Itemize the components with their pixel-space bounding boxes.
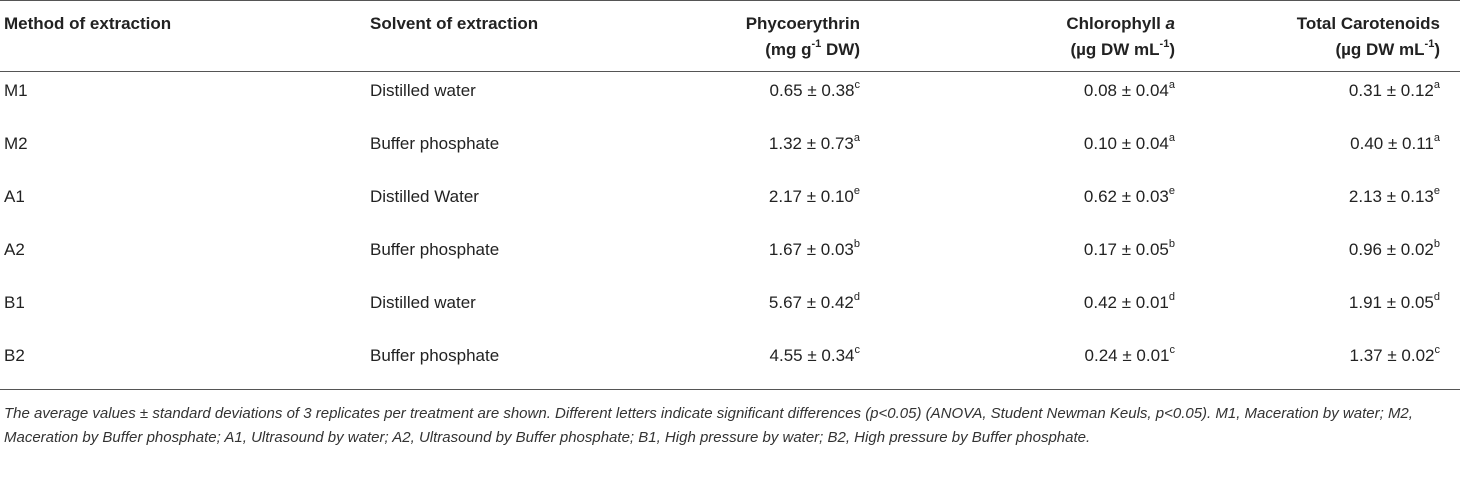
cell-solvent [366,231,574,284]
value-text: 4.55 ± 0.34 [769,345,855,365]
cell-chlorophyll [886,125,1201,178]
significance-letter: d [1168,290,1175,303]
value-text: 0.10 ± 0.04 [1083,133,1169,153]
solvent-text: Distilled Water [370,186,479,206]
table-footnote: The average values ± standard deviations of 3 replicates per treatment are shown. Different letters indicate significant differences (p<0.05) (ANOVA, Student Newman Keuls, p<0.05). M1, Maceration by water; M2, Maceration by Buffer phosphate; A1, Ultrasound by water; A2, Ultrasound by Buffer phosphate; B1, High pressure by water; B2, High pressure by Buffer phosphate. [4,405,1413,446]
cell-chlorophyll [886,72,1201,125]
solvent-text: Buffer phosphate [370,133,500,153]
significance-letter: a [1433,79,1440,92]
header-carotenoids-name: Total Carotenoids [1296,14,1440,33]
cell-method: A1 [4,186,25,206]
unit-superscript: -1 [1159,38,1170,51]
unit-superscript: -1 [811,38,822,51]
cell-solvent [366,284,574,337]
significance-letter: b [1433,237,1440,250]
value-text: 0.65 ± 0.38 [769,81,855,100]
cell-method: M2 [4,133,28,153]
significance-letter: c [854,343,860,356]
value-text: 2.17 ± 0.10 [768,186,854,206]
value-text: 1.32 ± 0.73 [768,133,854,153]
significance-letter: a [853,131,860,144]
header-phycoerythrin-name: Phycoerythrin [745,14,860,33]
significance-letter: b [1168,237,1175,250]
cell-carotenoids [1201,72,1460,125]
header-phycoerythrin [574,1,886,72]
header-solvent-label: Solvent of extraction [370,14,539,33]
cell-method: A2 [4,239,25,259]
unit-text: (µg DW mL [1335,40,1425,59]
header-chlorophyll-italic: a [1165,14,1175,33]
cell-phycoerythrin [574,337,886,390]
value-text: 1.67 ± 0.03 [768,239,854,259]
header-chlorophyll [886,1,1201,72]
value-text: 2.13 ± 0.13 [1348,186,1434,206]
header-phycoerythrin-unit [578,37,860,63]
cell-carotenoids [1201,337,1460,390]
value-text: 0.40 ± 0.11 [1350,133,1434,153]
cell-carotenoids [1201,231,1460,284]
cell-carotenoids [1201,284,1460,337]
header-carotenoids-unit [1205,37,1440,63]
cell-method: M1 [4,81,28,100]
header-chlorophyll-name [890,11,1175,37]
value-text: 1.91 ± 0.05 [1348,292,1434,312]
unit-superscript: -1 [1424,38,1435,51]
cell-solvent [366,125,574,178]
unit-text: ) [1434,40,1440,59]
solvent-text: Buffer phosphate [370,239,500,259]
cell-carotenoids [1201,178,1460,231]
value-text: 0.08 ± 0.04 [1083,81,1169,100]
cell-solvent [366,72,574,125]
cell-method: B1 [4,292,25,312]
cell-carotenoids [1201,125,1460,178]
cell-chlorophyll [886,231,1201,284]
value-text: 0.17 ± 0.05 [1083,239,1169,259]
value-text: 1.37 ± 0.02 [1349,345,1435,365]
cell-phycoerythrin [574,72,886,125]
cell-solvent [366,178,574,231]
value-text: 0.96 ± 0.02 [1348,239,1434,259]
cell-method: B2 [4,345,25,365]
significance-letter: e [1433,184,1440,197]
significance-letter: e [1168,184,1175,197]
cell-chlorophyll [886,178,1201,231]
table-row [0,178,1460,231]
significance-letter: a [1168,79,1175,92]
significance-letter: c [854,79,860,92]
significance-letter: b [853,237,860,250]
significance-letter: c [1169,343,1175,356]
significance-letter: e [853,184,860,197]
table-row [0,125,1460,178]
header-solvent [366,1,574,72]
table-row [0,284,1460,337]
table-row [0,231,1460,284]
cell-phycoerythrin [574,178,886,231]
header-carotenoids [1201,1,1460,72]
value-text: 0.42 ± 0.01 [1083,292,1169,312]
value-text: 5.67 ± 0.42 [768,292,854,312]
significance-letter: d [853,290,860,303]
solvent-text: Distilled water [370,292,476,312]
significance-letter: a [1433,131,1440,144]
header-chlorophyll-text: Chlorophyll [1066,14,1166,33]
value-text: 0.31 ± 0.12 [1348,81,1434,100]
unit-text: (µg DW mL [1070,40,1160,59]
unit-text: (mg g [765,40,812,59]
value-text: 0.62 ± 0.03 [1083,186,1169,206]
significance-letter: c [1434,343,1440,356]
cell-solvent [366,337,574,390]
unit-text: ) [1169,40,1175,59]
header-chlorophyll-unit [890,37,1175,63]
table-header-row [0,1,1460,72]
cell-chlorophyll [886,284,1201,337]
table-row [0,72,1460,125]
cell-phycoerythrin [574,284,886,337]
significance-letter: d [1433,290,1440,303]
value-text: 0.24 ± 0.01 [1084,345,1170,365]
cell-phycoerythrin [574,231,886,284]
table-row [0,337,1460,390]
cell-phycoerythrin [574,125,886,178]
solvent-text: Distilled water [370,81,476,100]
solvent-text: Buffer phosphate [370,345,500,365]
unit-text: DW) [821,40,860,59]
significance-letter: a [1168,131,1175,144]
header-method [0,1,366,72]
cell-chlorophyll [886,337,1201,390]
header-method-label: Method of extraction [4,14,172,33]
